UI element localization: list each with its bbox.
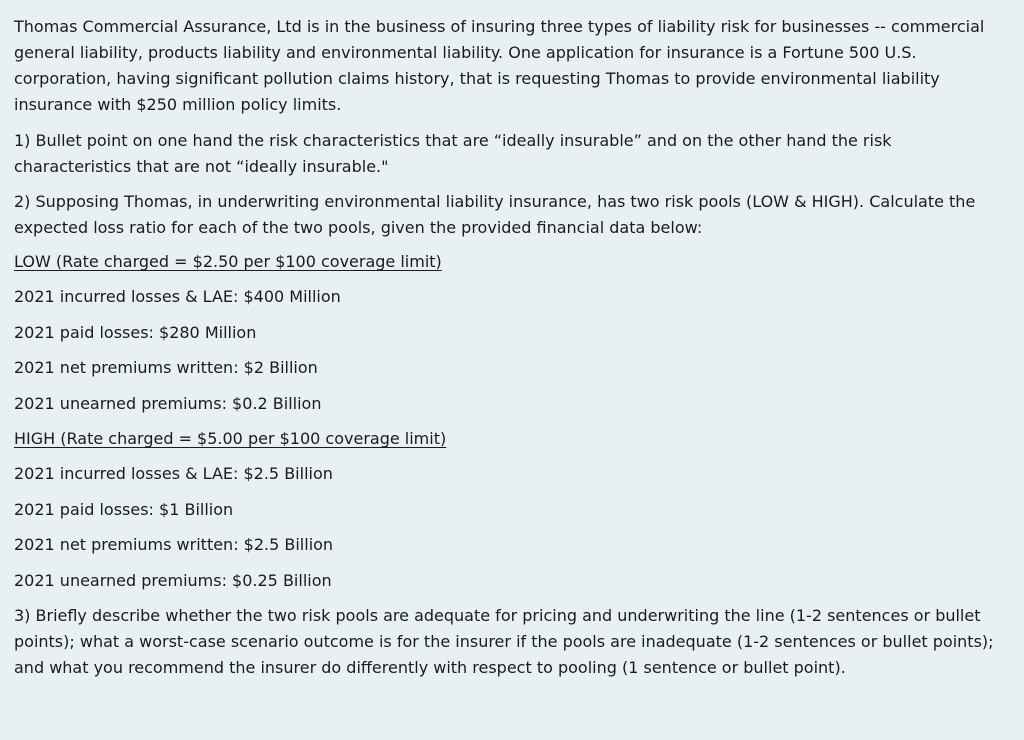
low-unearned-premiums: 2021 unearned premiums: $0.2 Billion: [14, 393, 322, 413]
low-paid-losses: 2021 paid losses: $280 Million: [14, 322, 257, 342]
low-incurred-losses: 2021 incurred losses & LAE: $400 Million: [14, 287, 341, 306]
high-incurred-losses: 2021 incurred losses & LAE: $2.5 Billion: [14, 464, 333, 483]
question-document: [14, 14, 1010, 681]
high-net-premiums: 2021 net premiums written: $2.5 Billion: [14, 535, 334, 554]
question-1: 1) Bullet point on one hand the risk characteristics that are “ideally insurable” and on the other hand the risk characteristics that are not “ideally insurable.": [14, 131, 892, 176]
high-paid-losses: 2021 paid losses: $1 Billion: [14, 499, 234, 519]
intro-paragraph: Thomas Commercial Assurance, Ltd is in the business of insuring three types of liability risk for businesses -- commercial general liability, products liability and environmental liability. One application for insurance is a Fortune 500 U.S. corporation, having significant pollution claims history, that is requesting Thomas to provide environmental liability insurance with $250 million policy limits.: [14, 17, 985, 114]
low-pool-title: LOW (Rate charged = $2.50 per $100 coverage limit): [14, 252, 442, 271]
question-2: 2) Supposing Thomas, in underwriting environmental liability insurance, has two risk pools (LOW & HIGH). Calculate the expected loss ratio for each of the two pools, given the provided financial data below:: [14, 192, 976, 237]
high-unearned-premiums: 2021 unearned premiums: $0.25 Billion: [14, 570, 332, 590]
high-pool-title: HIGH (Rate charged = $5.00 per $100 coverage limit): [14, 429, 447, 448]
question-3: 3) Briefly describe whether the two risk pools are adequate for pricing and underwriting the line (1-2 sentences or bullet points); what a worst-case scenario outcome is for the insurer if the pools are inadequate (1-2 sentences or bullet points); and what you recommend the insurer do differently with respect to pooling (1 sentence or bullet point).: [14, 605, 994, 677]
low-net-premiums: 2021 net premiums written: $2 Billion: [14, 358, 318, 377]
